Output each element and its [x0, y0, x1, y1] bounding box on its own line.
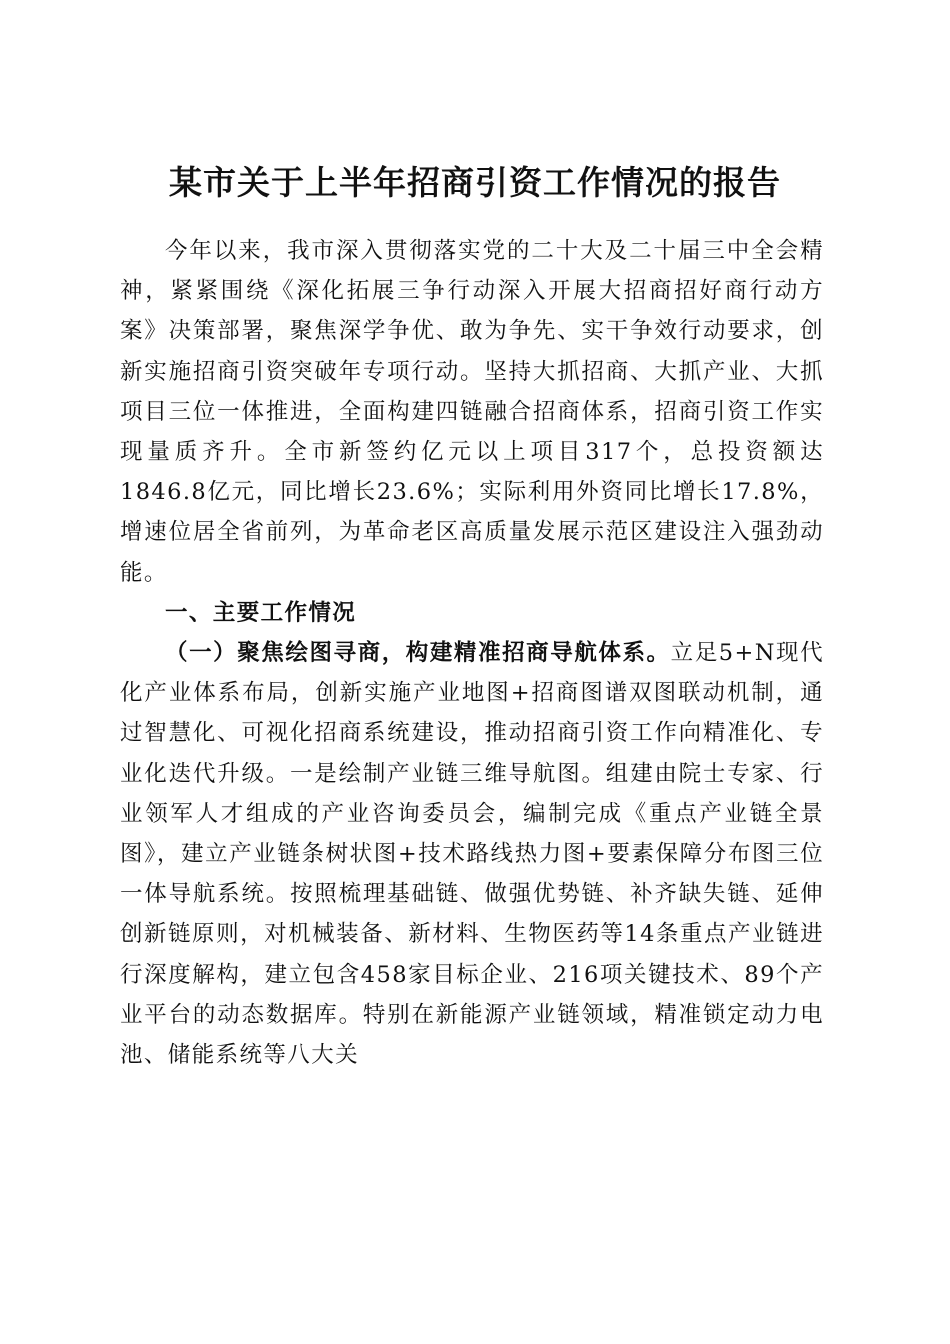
subsection-paragraph	[120, 633, 824, 1075]
intro-paragraph: 今年以来，我市深入贯彻落实党的二十大及二十届三中全会精神，紧紧围绕《深化拓展三争行动深入开展大招商招好商行动方案》决策部署，聚焦深学争优、敢为争先、实干争效行动要求，创新实施招商引资突破年专项行动。坚持大抓招商、大抓产业、大抓项目三位一体推进，全面构建四链融合招商体系，招商引资工作实现量质齐升。全市新签约亿元以上项目317个，总投资额达1846.8亿元，同比增长23.6%；实际利用外资同比增长17.8%，增速位居全省前列，为革命老区高质量发展示范区建设注入强劲动能。	[120, 238, 824, 586]
section-heading: 一、主要工作情况	[165, 599, 357, 626]
document-body	[120, 231, 824, 1075]
subsection-body: 立足5+N现代化产业体系布局，创新实施产业地图+招商图谱双图联动机制，通过智慧化、可视化招商系统建设，推动招商引资工作向精准化、专业化迭代升级。一是绘制产业链三维导航图。组建由院士专家、行业领军人才组成的产业咨询委员会，编制完成《重点产业链全景图》，建立产业链条树状图+技术路线热力图+要素保障分布图三位一体导航系统。按照梳理基础链、做强优势链、补齐缺失链、延伸创新链原则，对机械装备、新材料、生物医药等14条重点产业链进行深度解构，建立包含458家目标企业、216项关键技术、89个产业平台的动态数据库。特别在新能源产业链领域，精准锁定动力电池、储能系统等八大关	[120, 640, 825, 1069]
subsection-lead: （一）聚焦绘图寻商，构建精准招商导航体系。	[165, 640, 671, 667]
document-title: 某市关于上半年招商引资工作情况的报告	[169, 163, 781, 203]
